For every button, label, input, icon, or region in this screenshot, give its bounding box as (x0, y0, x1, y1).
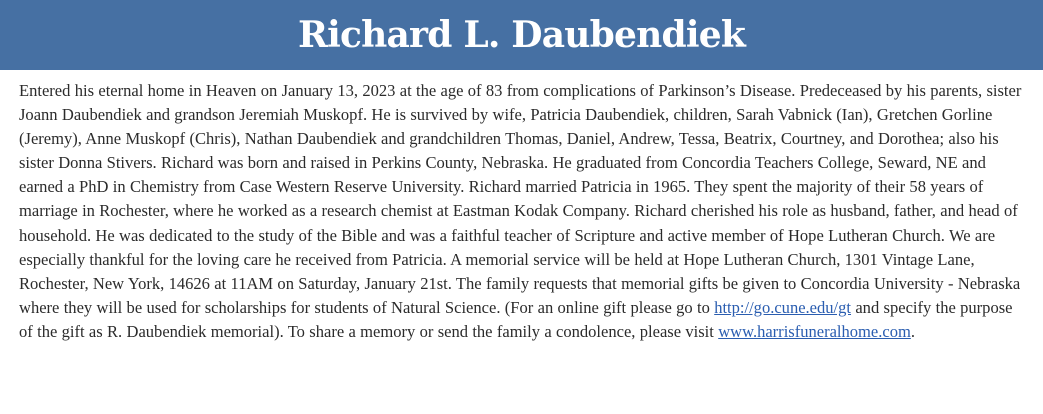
obituary-text (19, 79, 1025, 344)
page-title: Richard L. Daubendiek (298, 14, 745, 56)
gift-link[interactable]: http://go.cune.edu/gt (714, 297, 852, 317)
funeral-home-link[interactable]: www.harrisfuneralhome.com (718, 321, 911, 341)
obituary-text-part-2: and specify the purpose of the gift as R. Daubendiek memorial). To share a memory or send the family a condolence, please visit (19, 297, 1013, 341)
title-banner (0, 0, 1043, 70)
obituary-text-part-3: . (910, 321, 915, 341)
obituary-body (0, 70, 1043, 344)
obituary-text-part-1: Entered his eternal home in Heaven on January 13, 2023 at the age of 83 from complications of Parkinson’s Disease. Predeceased by his parents, sister Joann Daubendiek and grandson Jeremiah Muskopf. He is survived by wife, Patricia Daubendiek, children, Sarah Vabnick (Ian), Gretchen Gorline (Jeremy), Anne Muskopf (Chris), Nathan Daubendiek and grandchildren Thomas, Daniel, Andrew, Tessa, Beatrix, Courtney, and Dorothea; also his sister Donna Stivers. Richard was born and raised in Perkins County, Nebraska. He graduated from Concordia Teachers College, Seward, NE and earned a PhD in Chemistry from Case Western Reserve University. Richard married Patricia in 1965. They spent the majority of their 58 years of marriage in Rochester, where he worked as a research chemist at Eastman Kodak Company. Richard cherished his role as husband, father, and head of household. He was dedicated to the study of the Bible and was a faithful teacher of Scripture and active member of Hope Lutheran Church. We are especially thankful for the loving care he received from Patricia. A memorial service will be held at Hope Lutheran Church, 1301 Vintage Lane, Rochester, New York, 14626 at 11AM on Saturday, January 21st. The family requests that memorial gifts be given to Concordia University - Nebraska where they will be used for scholarships for students of Natural Science. (For an online gift please go to (19, 81, 1022, 317)
